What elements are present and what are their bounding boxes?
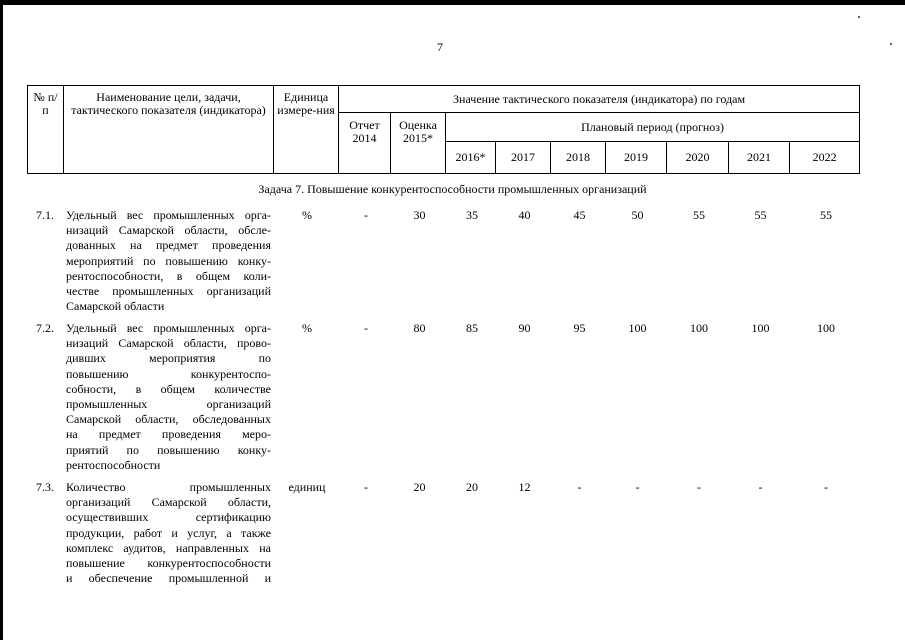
header-plan-title: Плановый период (прогноз)	[446, 113, 860, 142]
value-cell: -	[364, 480, 368, 494]
header-year: 2022	[790, 142, 860, 174]
row-name: Удельный вес промышленных орга- низаций Самарской области, прово- дивших мероприятия по повышению конкурентоспо- собности, в общем количестве промышленных организаций Самарской области, обследованных на предмет проведения меро- приятий по повышению конку- рентоспособности	[66, 321, 271, 472]
header-col-unit: Единица измере-ния	[274, 86, 339, 174]
scan-speck	[890, 43, 892, 45]
row-number: 7.2.	[36, 321, 54, 335]
value-cell: 90	[518, 321, 531, 335]
value-cell: 55	[693, 208, 705, 222]
value-cell: -	[364, 208, 368, 222]
value-cell: 35	[466, 208, 478, 222]
header-year: 2018	[551, 142, 606, 174]
value-cell: 12	[518, 480, 531, 494]
header-year: 2021	[729, 142, 790, 174]
header-col-estimate: Оценка 2015*	[391, 113, 446, 174]
value-cell: 55	[754, 208, 767, 222]
indicator-table-header	[27, 85, 860, 174]
value-cell: -	[635, 480, 640, 494]
scan-left-border	[0, 0, 3, 640]
value-cell: 30	[413, 208, 426, 222]
scan-speck	[858, 16, 860, 18]
row-unit: %	[302, 321, 312, 335]
header-year: 2017	[496, 142, 551, 174]
value-cell: 20	[413, 480, 426, 494]
row-name: Удельный вес промышленных орга- низаций Самарской области, обсле- дованных на предмет проведения мероприятий по повышению конку- рентоспособности, в общем коли- честве промышленных организаций Самарской области	[66, 208, 271, 314]
value-cell: 50	[631, 208, 644, 222]
task-title: Задача 7. Повышение конкурентоспособности промышленных организаций	[258, 182, 647, 196]
row-number: 7.1.	[36, 208, 54, 222]
value-cell: 100	[690, 321, 708, 335]
value-cell: -	[577, 480, 582, 494]
row-name: Количество промышленных организаций Самарской области, осуществивших сертификацию продукции, работ и услуг, а также комплекс аудитов, направленных на повышение конкурентоспособности и обеспечение промышленной и	[66, 480, 271, 586]
header-col-report: Отчет 2014	[339, 113, 391, 174]
value-cell: -	[364, 321, 368, 335]
value-cell: -	[697, 480, 701, 494]
value-cell: 40	[518, 208, 531, 222]
value-cell: 85	[466, 321, 478, 335]
header-year: 2020	[667, 142, 729, 174]
scan-top-border	[0, 0, 905, 5]
row-number: 7.3.	[36, 480, 54, 494]
row-unit: единиц	[288, 480, 326, 494]
value-cell: 55	[820, 208, 832, 222]
header-year: 2016*	[446, 142, 496, 174]
header-values-title: Значение тактического показателя (индикатора) по годам	[339, 86, 860, 113]
value-cell: 100	[751, 321, 770, 335]
header-col-name: Наименование цели, задачи, тактического показателя (индикатора)	[64, 86, 274, 174]
value-cell: 95	[573, 321, 586, 335]
page-number: 7	[437, 40, 443, 54]
header-year: 2019	[606, 142, 667, 174]
value-cell: 100	[628, 321, 647, 335]
value-cell: 100	[817, 321, 835, 335]
value-cell: 80	[413, 321, 426, 335]
value-cell: -	[824, 480, 828, 494]
value-cell: 20	[466, 480, 478, 494]
value-cell: -	[758, 480, 763, 494]
row-unit: %	[302, 208, 312, 222]
header-col-number: № п/п	[28, 86, 64, 174]
value-cell: 45	[573, 208, 586, 222]
